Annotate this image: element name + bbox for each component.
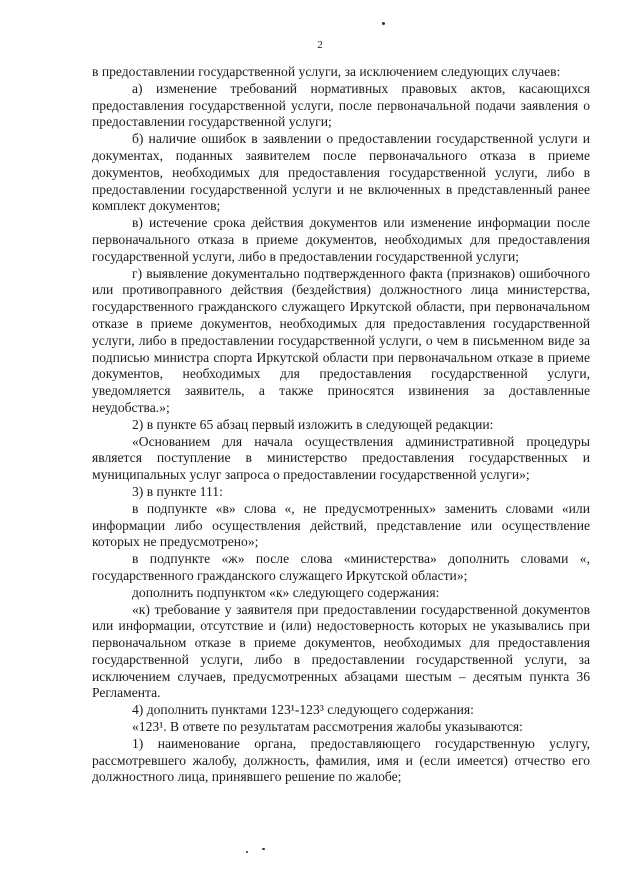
paragraph: дополнить подпунктом «к» следующего содержания: <box>132 584 440 600</box>
paragraph: 4) дополнить пунктами 123¹-123³ следующего содержания: <box>132 702 474 718</box>
paragraph: «Основанием для начала осуществления административной процедуры является поступление в министерство предоставления государственных и муниципальных услуг запроса о предоставлении государственной услуги»; <box>92 433 590 483</box>
paragraph: в подпункте «ж» после слова «министерства» дополнить словами «, государственного гражданского служащего Иркутской области»; <box>92 551 590 583</box>
paragraph: 1) наименование органа, предоставляющего государственную услугу, рассмотревшего жалобу, должность, фамилия, имя и (если имеется) отчество его должностного лица, принявшего решение по жалобе; <box>92 735 590 785</box>
paragraph: в предоставлении государственной услуги, за исключением следующих случаев: <box>92 64 561 79</box>
paragraph: г) выявление документально подтвержденного факта (признаков) ошибочного или противоправного действия (бездействия) должностного лица министерства, государственного гражданского служащего Иркутской области, при первоначальном отказе в приеме документов, необходимых для предоставления государственной услуги, либо в предоставлении государственной услуги, о чем в письменном виде за подписью министра спорта Иркутской области при первоначальном отказе в приеме документов, необходимых для предоставления государственной услуги, уведомляется заявитель, а также приносятся извинения за доставленные неудобства.»; <box>92 265 590 415</box>
paragraph: в подпункте «в» слова «, не предусмотренных» заменить словами «или информации либо осуществления действий, представление или осуществление которых не предусмотрено»; <box>92 500 590 550</box>
paragraph: 3) в пункте 111: <box>132 483 223 499</box>
paragraph: а) изменение требований нормативных правовых актов, касающихся предоставления государственной услуги, после первоначальной подачи заявления о предоставлении государственной услуги; <box>92 80 590 130</box>
paragraph: 2) в пункте 65 абзац первый изложить в следующей редакции: <box>132 416 494 432</box>
page-number: 2 <box>317 39 323 51</box>
scan-speck <box>382 22 385 25</box>
paragraph: б) наличие ошибок в заявлении о предоставлении государственной услуги и документах, поданных заявителем после первоначального отказа в приеме документов, необходимых для предоставления государственной услуги, либо в предоставлении государственной услуги и не включенных в представленный ранее комплект документов; <box>92 131 590 214</box>
scan-speck <box>262 848 265 850</box>
paragraph: в) истечение срока действия документов или изменение информации после первоначального отказа в приеме документов, необходимых для предоставления государственной услуги, либо в предоставлении государственной услуги; <box>92 215 590 264</box>
paragraph: «123¹. В ответе по результатам рассмотрения жалобы указываются: <box>132 719 523 735</box>
paragraph: «к) требование у заявителя при предоставлении государственной документов или информации, отсутствие и (или) недостоверность которых не указывались при первоначальном отказе в приеме документов, необходимых для предоставления государственной услуги, либо в предоставлении государственной услуги, за исключением случаев, предусмотренных абзацами шестым – десятым пункта 36 Регламента. <box>92 601 590 701</box>
document-body <box>92 64 590 786</box>
scan-speck <box>246 851 248 853</box>
